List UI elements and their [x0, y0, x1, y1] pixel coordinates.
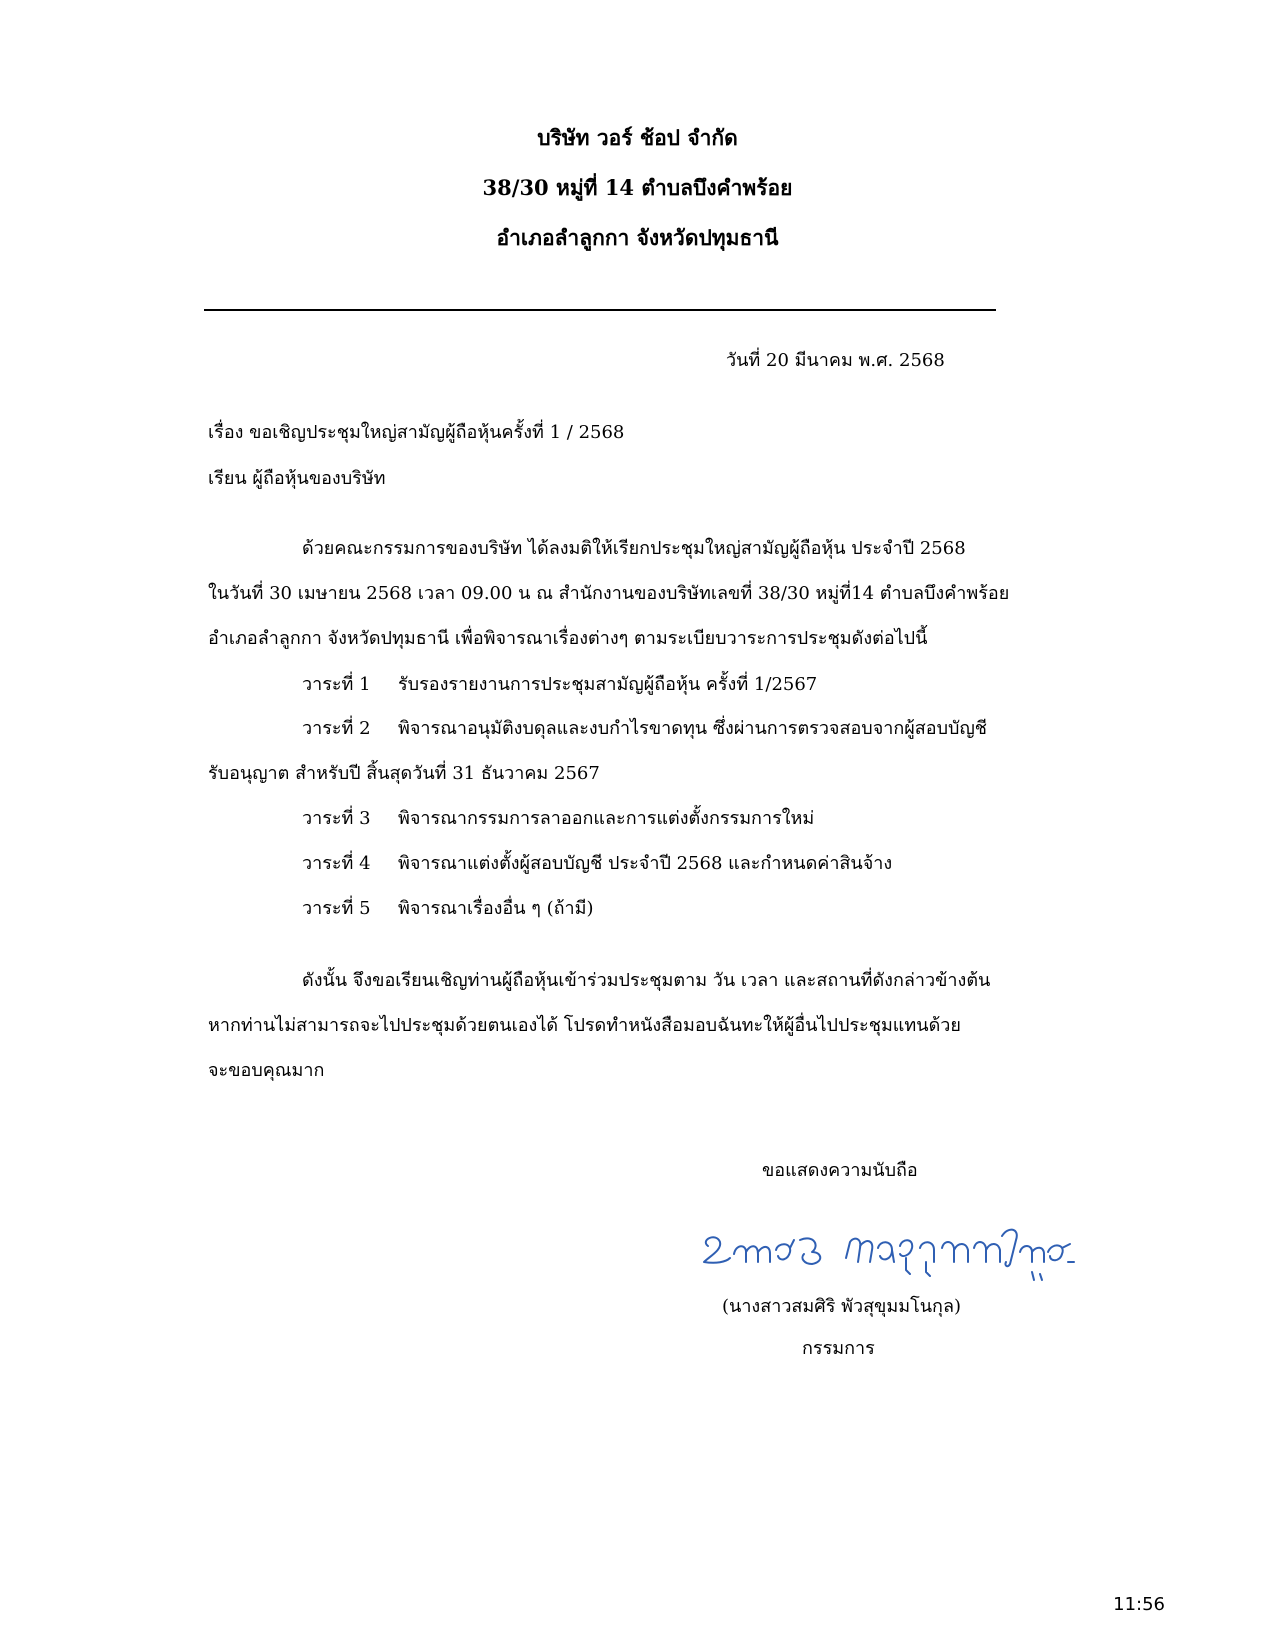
- closing-line: หากท่านไม่สามารถจะไปประชุมด้วยตนเองได้ โปรดทำหนังสือมอบฉันทะให้ผู้อื่นไปประชุมแทนด้วย: [208, 1015, 961, 1036]
- closing-line: ดังนั้น จึงขอเรียนเชิญท่านผู้ถือหุ้นเข้าร่วมประชุมตาม วัน เวลา และสถานที่ดังกล่าวข้างต้น: [302, 970, 991, 991]
- letterhead-divider: [204, 309, 996, 311]
- agenda-continuation: รับอนุญาต สำหรับปี สิ้นสุดวันที่ 31 ธันวาคม 2567: [208, 763, 600, 784]
- handwritten-signature: [696, 1218, 1078, 1290]
- agenda-text: พิจารณาแต่งตั้งผู้สอบบัญชี ประจำปี 2568 และกำหนดค่าสินจ้าง: [398, 853, 893, 874]
- closing-salutation: ขอแสดงความนับถือ: [762, 1160, 918, 1181]
- signatory-title: กรรมการ: [802, 1338, 875, 1359]
- agenda-number: วาระที่ 3: [302, 808, 371, 829]
- address-line-2: อำเภอลำลูกกา จังหวัดปทุมธานี: [496, 225, 779, 250]
- body-line: ในวันที่ 30 เมษายน 2568 เวลา 09.00 น ณ สำนักงานของบริษัทเลขที่ 38/30 หมู่ที่14 ตำบลบึงคำพร้อย: [208, 583, 1010, 604]
- agenda-text: รับรองรายงานการประชุมสามัญผู้ถือหุ้น ครั้งที่ 1/2567: [398, 674, 818, 695]
- letter-addressee: เรียน ผู้ถือหุ้นของบริษัท: [208, 468, 386, 489]
- closing-line: จะขอบคุณมาก: [208, 1060, 325, 1081]
- agenda-text: พิจารณาอนุมัติงบดุลและงบกำไรขาดทุน ซึ่งผ่านการตรวจสอบจากผู้สอบบัญชี: [398, 718, 988, 739]
- agenda-number: วาระที่ 2: [302, 718, 371, 739]
- agenda-text: พิจารณาเรื่องอื่น ๆ (ถ้ามี): [398, 898, 594, 919]
- footer-time: 11:56: [1113, 1594, 1165, 1615]
- address-line-1: 38/30 หมู่ที่ 14 ตำบลบึงคำพร้อย: [482, 175, 793, 200]
- agenda-text: พิจารณากรรมการลาออกและการแต่งตั้งกรรมการใหม่: [398, 808, 815, 829]
- letter-date: วันที่ 20 มีนาคม พ.ศ. 2568: [726, 350, 945, 371]
- agenda-number: วาระที่ 1: [302, 674, 371, 695]
- agenda-number: วาระที่ 4: [302, 853, 371, 874]
- signatory-name: (นางสาวสมศิริ พัวสุขุมมโนกุล): [722, 1296, 962, 1317]
- agenda-number: วาระที่ 5: [302, 898, 371, 919]
- body-line: อำเภอลำลูกกา จังหวัดปทุมธานี เพื่อพิจารณาเรื่องต่างๆ ตามระเบียบวาระการประชุมดังต่อไปนี้: [208, 628, 928, 649]
- body-line: ด้วยคณะกรรมการของบริษัท ได้ลงมติให้เรียกประชุมใหญ่สามัญผู้ถือหุ้น ประจำปี 2568: [302, 538, 966, 559]
- company-name: บริษัท วอร์ ช้อป จำกัด: [537, 125, 738, 150]
- letter-subject: เรื่อง ขอเชิญประชุมใหญ่สามัญผู้ถือหุ้นครั้งที่ 1 / 2568: [208, 422, 625, 443]
